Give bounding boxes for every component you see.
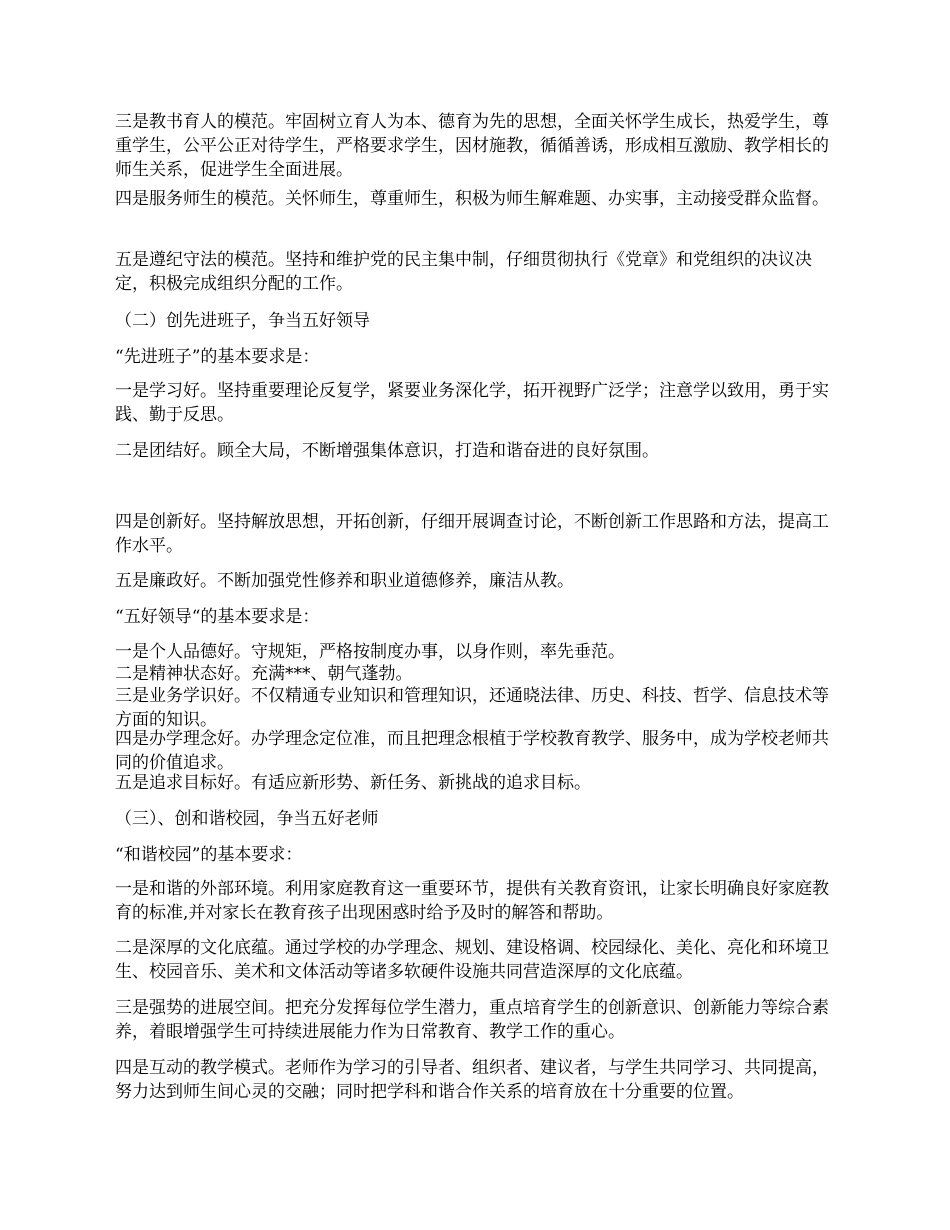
paragraph-spirit: 二是精神状态好。充满***、朝气蓬勃。 bbox=[115, 664, 413, 684]
section-heading-3: （三）、创和谐校园，争当五好老师 bbox=[115, 809, 379, 829]
paragraph-integrity-good: 五是廉政好。不断加强党性修养和职业道德修养，廉洁从教。 bbox=[115, 571, 574, 591]
paragraph-knowledge: 三是业务学识好。不仅精通专业知识和管理知识，还通晓法律、历史、科技、哲学、信息技术等方面的知识。 bbox=[115, 686, 829, 730]
paragraph-external-environment: 一是和谐的外部环境。利用家庭教育这一重要环节，提供有关教育资讯，让家长明确良好家庭教育的标准,并对家长在教育孩子出现困惑时给予及时的解答和帮助。 bbox=[115, 879, 829, 923]
paragraph-interactive-teaching: 四是互动的教学模式。老师作为学习的引导者、组织者、建议者，与学生共同学习、共同提高，努力达到师生间心灵的交融；同时把学科和谐合作关系的培育放在十分重要的位置。 bbox=[115, 1058, 829, 1102]
paragraph-culture: 二是深厚的文化底蕴。通过学校的办学理念、规划、建设格调、校园绿化、美化、亮化和环境卫生、校园音乐、美术和文体活动等诸多软硬件设施共同营造深厚的文化底蕴。 bbox=[115, 938, 829, 982]
paragraph-discipline-model: 五是遵纪守法的模范。坚持和维护党的民主集中制，仔细贯彻执行《党章》和党组织的决议决定，积极完成组织分配的工作。 bbox=[115, 250, 812, 294]
paragraph-goals: 五是追求目标好。有适应新形势、新任务、新挑战的追求目标。 bbox=[115, 773, 591, 793]
section-heading-2: （二）创先进班子，争当五好领导 bbox=[115, 311, 370, 331]
paragraph-teaching-model: 三是教书育人的模范。牢固树立育人为本、德育为先的思想，全面关怀学生成长，热爱学生，尊重学生，公平公正对待学生，严格要求学生，因材施教，循循善诱，形成相互激励、教学相长的师生关系，促进学生全面进展。 bbox=[115, 112, 829, 180]
paragraph-harmonious-campus-intro: “和谐校园”的基本要求： bbox=[115, 845, 303, 865]
paragraph-development-space: 三是强势的进展空间。把充分发挥每位学生潜力，重点培育学生的创新意识、创新能力等综合素养，着眼增强学生可持续进展能力作为日常教育、教学工作的重心。 bbox=[115, 998, 829, 1042]
paragraph-study-good: 一是学习好。坚持重要理论反复学，紧要业务深化学，拓开视野广泛学；注意学以致用，勇于实践、勤于反思。 bbox=[115, 381, 829, 425]
paragraph-innovation-good: 四是创新好。坚持解放思想，开拓创新，仔细开展调查讨论，不断创新工作思路和方法，提高工作水平。 bbox=[115, 512, 829, 556]
paragraph-philosophy: 四是办学理念好。办学理念定位准，而且把理念根植于学校教育教学、服务中，成为学校老师共同的价值追求。 bbox=[115, 729, 829, 773]
paragraph-personal-morality: 一是个人品德好。守规矩，严格按制度办事，以身作则，率先垂范。 bbox=[115, 642, 625, 662]
paragraph-unity-good: 二是团结好。顾全大局，不断增强集体意识，打造和谐奋进的良好氛围。 bbox=[115, 441, 659, 461]
paragraph-service-model: 四是服务师生的模范。关怀师生，尊重师生，积极为师生解难题、办实事，主动接受群众监督。 bbox=[115, 189, 829, 209]
paragraph-advanced-team-intro: “先进班子”的基本要求是： bbox=[115, 347, 320, 367]
paragraph-five-good-leaders-intro: “五好领导“的基本要求是： bbox=[115, 607, 320, 627]
